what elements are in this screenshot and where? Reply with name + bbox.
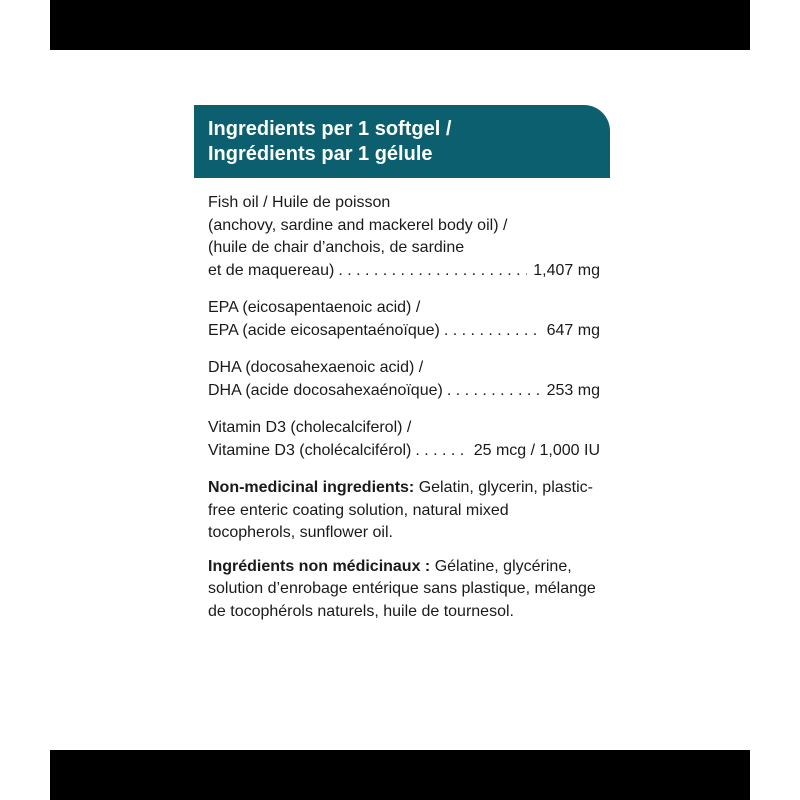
header-title-en: Ingredients per 1 softgel / <box>208 118 452 140</box>
non-medicinal-fr-label: Ingrédients non médicinaux : <box>208 557 431 575</box>
ingredient-line: DHA (docosahexaenoic acid) / <box>208 359 424 376</box>
dot-leader <box>447 380 541 403</box>
ingredient-line: (huile de chair d’anchois, de sardine <box>208 239 465 256</box>
ingredient-amount: 1,407 mg <box>533 261 600 279</box>
bottom-black-bar <box>50 750 750 800</box>
ingredient-amount-row <box>208 260 600 283</box>
ingredient-amount: 25 mcg / 1,000 IU <box>473 441 600 459</box>
ingredient-amount-row <box>208 380 600 403</box>
dot-leader <box>415 440 467 463</box>
non-medicinal-section <box>208 477 600 623</box>
ingredient-line: et de maquereau) <box>208 261 335 279</box>
ingredient-line: (anchovy, sardine and mackerel body oil) / <box>208 216 508 234</box>
ingredients-header <box>194 105 610 178</box>
ingredient-line: Vitamin D3 (cholecalciferol) / <box>208 419 412 436</box>
non-medicinal-fr-text: Gélatine, glycérine, solution d’enrobage entérique sans plastique, mélange de tocophérols naturels, huile de tournesol. <box>208 557 596 620</box>
dot-leader <box>338 260 527 283</box>
non-medicinal-en <box>208 477 600 545</box>
top-black-bar <box>50 0 750 50</box>
ingredient-line: Fish oil / Huile de poisson <box>208 194 391 211</box>
dot-leader <box>444 320 541 343</box>
ingredient-line: EPA (eicosapentaenoic acid) / <box>208 299 421 316</box>
ingredient-vitamin-d3 <box>208 417 600 462</box>
ingredient-fish-oil <box>208 192 600 282</box>
ingredient-line: DHA (acide docosahexaénoïque) <box>208 381 443 399</box>
ingredient-line: EPA (acide eicosapentaénoïque) <box>208 321 440 339</box>
ingredients-panel <box>208 192 600 634</box>
non-medicinal-fr <box>208 556 600 624</box>
ingredient-amount-row <box>208 320 600 343</box>
non-medicinal-en-text: Gelatin, glycerin, plastic-free enteric coating solution, natural mixed tocopherols, sunflower oil. <box>208 479 593 541</box>
ingredient-dha <box>208 357 600 402</box>
header-title-fr: Ingrédients par 1 gélule <box>208 143 433 165</box>
ingredient-amount: 647 mg <box>546 321 600 339</box>
ingredient-amount-row <box>208 440 600 463</box>
non-medicinal-en-label: Non-medicinal ingredients: <box>208 479 415 496</box>
ingredient-line: Vitamine D3 (cholécalciférol) <box>208 441 412 459</box>
ingredient-amount: 253 mg <box>546 381 600 399</box>
ingredient-epa <box>208 297 600 342</box>
